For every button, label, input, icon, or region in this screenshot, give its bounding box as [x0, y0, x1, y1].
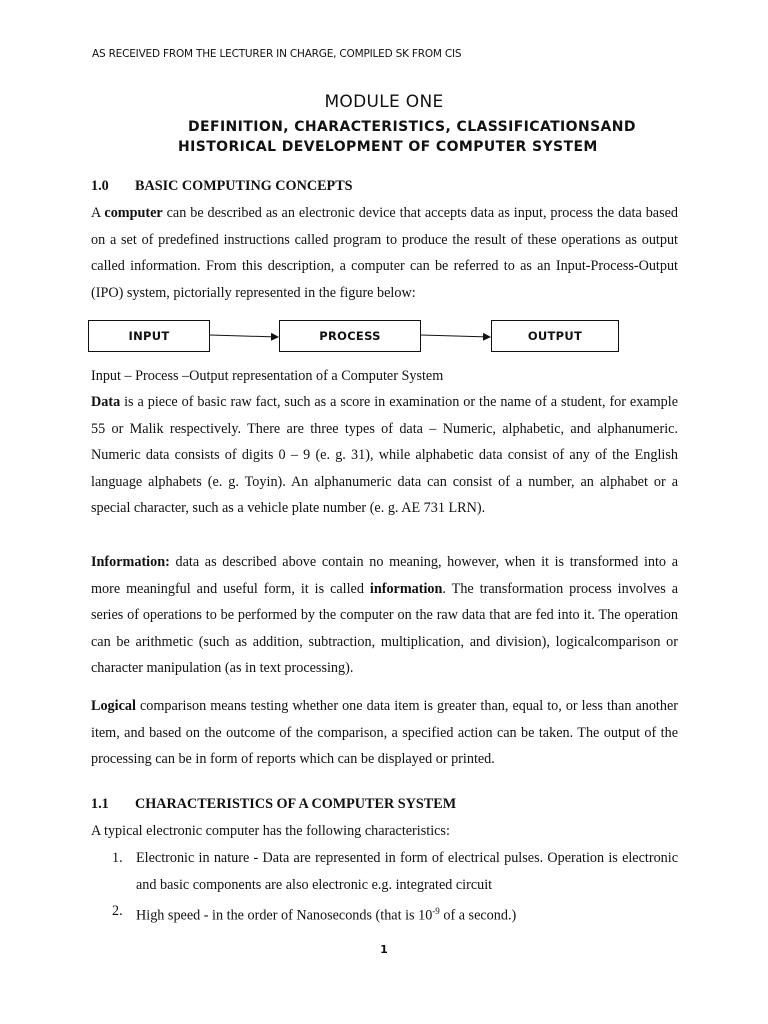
list-text: [136, 898, 678, 929]
text-run: is a piece of basic raw fact, such as a score in examination or the name of a student, for example 55 or Malik respectively. There are three types of data – Numeric, alphabetic, and alphanumeric. Numeric data consists of digits 0 – 9 (e. g. 31), while alphabetic data consist of any of the English language alphabets (e. g. Toyin). An alphanumeric data can consist of a number, an alphabet or a special character, such as a vehicle plate number (e. g. AE 731 LRN).: [91, 394, 678, 516]
list-item: [112, 898, 678, 929]
text-run: comparison means testing whether one data item is greater than, equal to, or less than another item, and based on the outcome of the comparison, a specified action can be taken. The output of the processing can be in form of reports which can be displayed or printed.: [91, 698, 678, 767]
list-number: 1.: [112, 850, 123, 866]
page-number: 1: [380, 943, 388, 956]
bold-term: Information:: [91, 554, 170, 570]
ipo-diagram: [0, 317, 768, 357]
list-item: [112, 845, 678, 898]
ipo-process-box: PROCESS: [279, 320, 421, 352]
characteristics-list: [112, 845, 678, 929]
paragraph-data: [91, 389, 678, 522]
ipo-input-box: INPUT: [88, 320, 210, 352]
module-title: MODULE ONE: [324, 92, 444, 112]
paragraph-computer-definition: [91, 200, 678, 306]
bold-term: Data: [91, 394, 121, 410]
superscript: -9: [432, 906, 440, 916]
figure-caption: Input – Process –Output representation of a Computer System: [91, 368, 444, 384]
text-run: A: [91, 205, 105, 221]
list-text: Electronic in nature - Data are represented in form of electrical pulses. Operation is electronic and basic components are also electronic e.g. integrated circuit: [136, 850, 678, 893]
bold-term: computer: [104, 205, 163, 221]
running-header: AS RECEIVED FROM THE LECTURER IN CHARGE, COMPILED SK FROM CIS: [92, 48, 462, 60]
arrow-process-to-output: [421, 335, 490, 337]
arrow-input-to-process: [210, 335, 278, 337]
section-heading-1-0: [91, 178, 353, 195]
bold-term: Logical: [91, 698, 136, 714]
paragraph-information: [91, 549, 678, 682]
text-run: . The transformation process involves a series of operations to be performed by the computer on the raw data that are fed into it. The operation can be arithmetic (such as addition, subtraction, multiplication, and division), logicalcomparison or character manipulation (as in text processing).: [91, 580, 678, 676]
section-number: 1.1: [91, 796, 109, 812]
text-run: of a second.): [439, 907, 517, 924]
text-run: High speed - in the order of Nanoseconds (that is 10: [136, 907, 433, 924]
text-run: data as described above contain no meaning, however, when it is transformed into a more meaningful and useful form, it is called: [91, 554, 678, 597]
module-subtitle-line-2: HISTORICAL DEVELOPMENT OF COMPUTER SYSTEM: [178, 139, 598, 155]
text-run: can be described as an electronic device that accepts data as input, process the data based on a set of predefined instructions called program to produce the result of these operations as output called information. From this description, a computer can be referred to as an Input-Process-Output (IPO) system, pictorially represented in the figure below:: [91, 205, 678, 301]
list-number: 2.: [112, 903, 123, 919]
paragraph-logical: [91, 693, 678, 773]
bold-term: information: [369, 580, 443, 597]
ipo-output-box: OUTPUT: [491, 320, 619, 352]
module-subtitle-line-1: DEFINITION, CHARACTERISTICS, CLASSIFICATIONSAND: [188, 119, 636, 135]
section-title: BASIC COMPUTING CONCEPTS: [135, 178, 353, 194]
section-title: CHARACTERISTICS OF A COMPUTER SYSTEM: [135, 796, 457, 812]
section-heading-1-1: [91, 796, 456, 813]
section-intro: A typical electronic computer has the following characteristics:: [91, 823, 450, 839]
section-number: 1.0: [91, 178, 109, 194]
